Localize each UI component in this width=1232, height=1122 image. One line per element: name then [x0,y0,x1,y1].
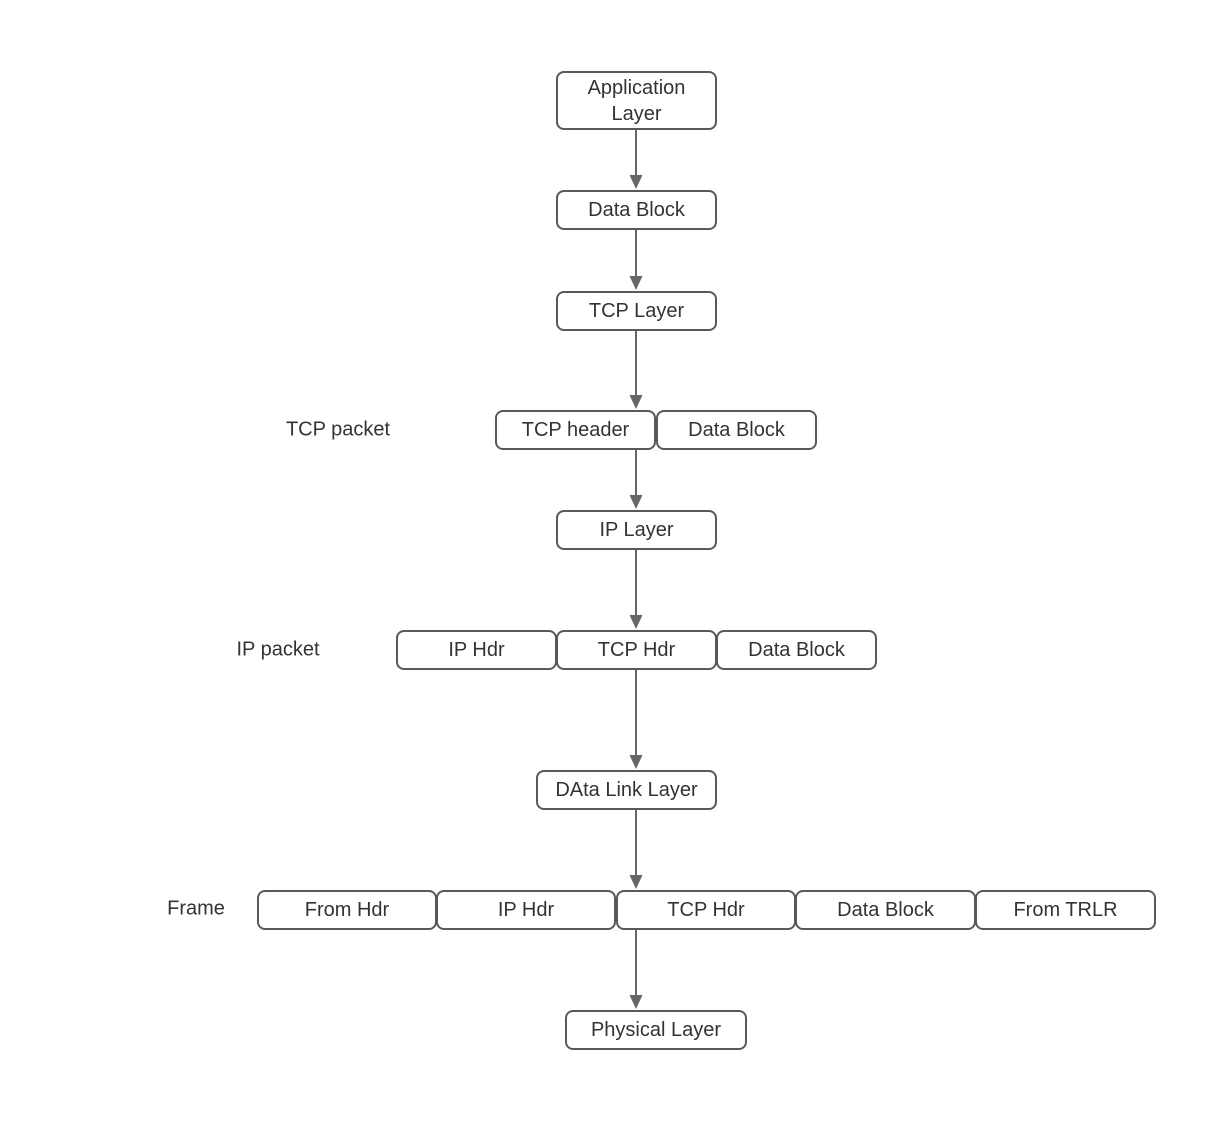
node-label: TCP Hdr [667,899,745,921]
node-label: Data Block [688,419,785,441]
arrow-down [630,450,643,509]
node-label: DAta Link Layer [555,779,698,801]
arrow-down [630,930,643,1009]
node-label: TCP Hdr [597,639,676,661]
node-tcp-hdr-ip [556,630,717,670]
label-frame: Frame [167,897,225,920]
node-data-block-ip [716,630,877,670]
arrow-down [630,550,643,629]
arrow-down [630,670,643,769]
arrow-down [630,810,643,889]
node-label: IP Layer [599,519,674,541]
node-label: Data Block [748,639,845,661]
node-label: IP Hdr [497,899,555,921]
label-ip-packet: IP packet [236,638,320,661]
node-label: TCP Layer [588,300,685,322]
node-label: IP Hdr [448,639,505,661]
node-tcp-layer [556,291,717,331]
node-tcp-header [495,410,656,450]
node-ip-hdr-ip [396,630,557,670]
node-data-block-frame [795,890,976,930]
node-physical-layer [565,1010,747,1050]
node-data-block-tcp [656,410,817,450]
node-label: Data Block [588,199,685,221]
node-from-hdr [257,890,437,930]
node-label: Physical Layer [590,1019,722,1041]
node-label: TCP header [521,419,630,441]
arrow-down [630,331,643,409]
node-label: From TRLR [1013,899,1118,921]
arrow-down [630,130,643,189]
node-application-layer [556,71,717,130]
node-label: Application Layer [587,76,686,125]
node-data-block-app [556,190,717,230]
arrow-down [630,230,643,290]
node-tcp-hdr-frame [616,890,796,930]
node-data-link-layer [536,770,717,810]
node-label: From Hdr [304,899,390,921]
node-label: Data Block [837,899,934,921]
node-from-trlr [975,890,1156,930]
label-tcp-packet: TCP packet [285,418,391,441]
node-ip-layer [556,510,717,550]
node-ip-hdr-frame [436,890,616,930]
